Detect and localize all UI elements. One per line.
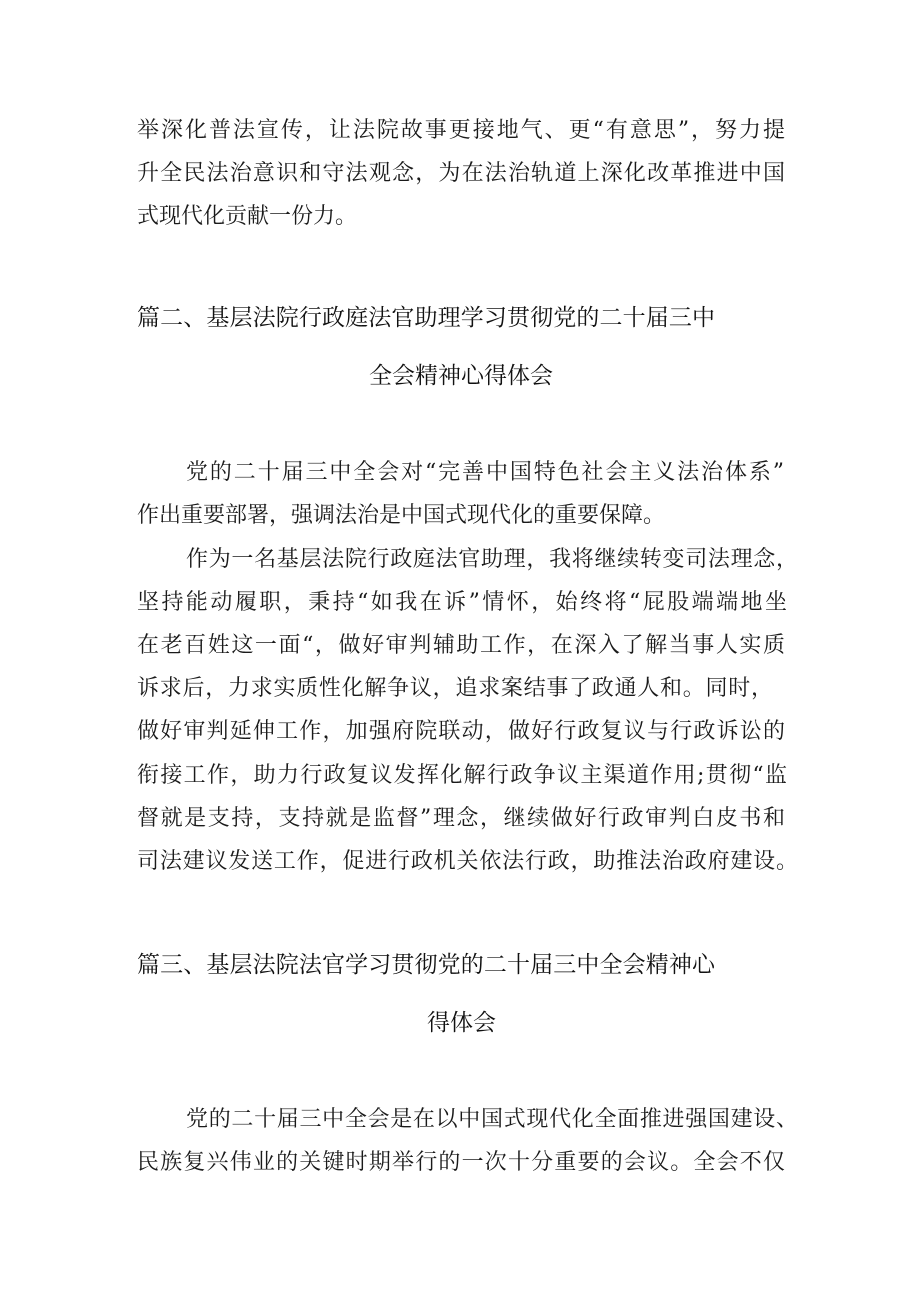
prev-line-3: 式现代化贡献一份力。: [137, 204, 358, 229]
section3-p1-line-1: 党的二十届三中全会是在以中国式现代化全面推进强国建设、: [186, 1107, 798, 1132]
section2-title-line1: 篇二、基层法院行政庭法官助理学习贯彻党的二十届三中: [137, 305, 715, 331]
section3-title-line1: 篇三、基层法院法官学习贯彻党的二十届三中全会精神心: [137, 952, 715, 978]
section2-title-line2: 全会精神心得体会: [369, 363, 553, 389]
section2-p2-line-3: 在老百姓这一面“，做好审判辅助工作，在深入了解当事人实质: [137, 633, 785, 658]
section2-p2-line-4: 诉求后，力求实质性化解争议，追求案结事了政通人和。同时，: [137, 676, 773, 701]
section3-title-line2: 得体会: [427, 1010, 496, 1036]
section3-p1-line-2: 民族复兴伟业的关键时期举行的一次十分重要的会议。全会不仅: [137, 1150, 785, 1175]
prev-line-1: 举深化普法宣传，让法院故事更接地气、更“有意思”，努力提: [137, 118, 785, 143]
section2-p2-line-5: 做好审判延伸工作，加强府院联动，做好行政复议与行政诉讼的: [137, 719, 785, 744]
section2-p1-line-1: 党的二十届三中全会对“完善中国特色社会主义法治体系”: [186, 460, 784, 485]
section2-p2-line-1: 作为一名基层法院行政庭法官助理，我将继续转变司法理念，: [186, 547, 798, 572]
section2-p2-line-2: 坚持能动履职，秉持“如我在诉”情怀，始终将“屁股端端地坐: [137, 590, 787, 615]
section2-p2-line-8: 司法建议发送工作，促进行政机关依法行政，助推法治政府建设。: [137, 849, 798, 874]
section2-p2-line-7: 督就是支持，支持就是监督”理念，继续做好行政审判白皮书和: [137, 806, 785, 831]
section2-p2-line-6: 衔接工作，助力行政复议发挥化解行政争议主渠道作用;贯彻“监: [137, 763, 787, 788]
prev-line-2: 升全民法治意识和守法观念，为在法治轨道上深化改革推进中国: [137, 161, 785, 186]
section2-p1-line-2: 作出重要部署，强调法治是中国式现代化的重要保障。: [137, 503, 666, 528]
